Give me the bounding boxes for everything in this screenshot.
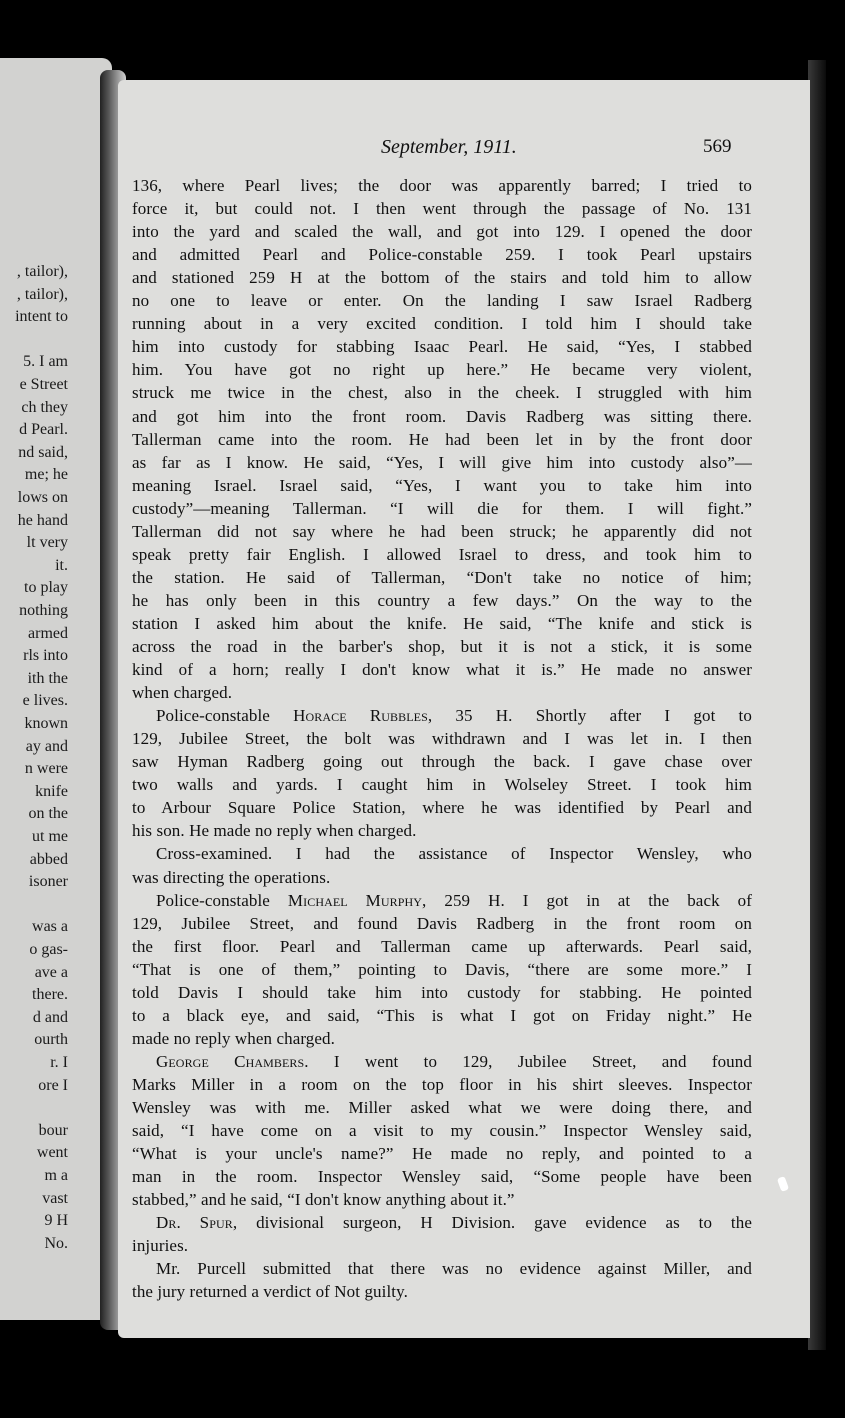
text-line: was directing the operations. (132, 867, 331, 887)
left-page-fragment: to play (24, 579, 68, 597)
left-page-fragment: armed (28, 624, 68, 642)
left-page-fragment: m a (44, 1167, 68, 1184)
line-text: divisional surgeon, H Division. gave evidence as to the (256, 1213, 752, 1233)
left-page-fragment: ut me (32, 828, 68, 845)
text-line: across the road in the barber's shop, but it is not a stick, it is some (132, 637, 752, 656)
left-page-fragment: nothing (19, 602, 68, 619)
line-text: 259 H. I got in at the back of (444, 890, 752, 910)
left-page-fragment: ay and (25, 737, 68, 755)
speaker-prefix: Police-constable (156, 706, 270, 726)
text-line (156, 1213, 752, 1233)
speaker-name: Dr. Spur, (156, 1213, 238, 1233)
left-page-fragment: 9 H (44, 1212, 68, 1230)
text-line: and stationed 259 H at the bottom of the stairs and told him to allow (132, 268, 752, 288)
text-line: running about in a very excited condition. I told him I should take (132, 314, 752, 334)
left-page-fragment: isoner (28, 873, 68, 891)
left-page-fragment: nd said, (18, 443, 68, 461)
text-line: kind of a horn; really I don't know what it is.” He made no answer (132, 660, 752, 680)
text-line: Cross-examined. I had the assistance of Inspector Wensley, who (156, 844, 752, 864)
text-line: 129, Jubilee Street, and found Davis Radberg in the front room on (132, 913, 752, 933)
left-page-fragment: 5. I am (23, 353, 68, 371)
text-line (156, 1052, 752, 1072)
left-page-fragment: it. (55, 556, 68, 574)
left-page-fragment: , tailor), (16, 263, 68, 280)
text-line: stabbed,” and he said, “I don't know anything about it.” (132, 1190, 515, 1210)
left-page-fragment: was a (32, 918, 68, 936)
line-text: 35 H. Shortly after I got to (455, 706, 752, 726)
text-line: to a black eye, and said, “This is what I got on Friday night.” He (132, 1005, 752, 1025)
left-page-fragment: on the (28, 805, 68, 823)
left-page-fragment: lt very (26, 534, 68, 552)
text-line: injuries. (132, 1236, 189, 1256)
text-line: into the yard and scaled the wall, and got into 129. I opened the door (132, 222, 752, 242)
left-page-fragment: he hand (17, 511, 68, 529)
text-line: the jury returned a verdict of Not guilty. (132, 1282, 408, 1302)
running-head: September, 1911. (381, 136, 517, 158)
speaker-name: Horace Rubbles, (293, 706, 433, 726)
text-line: Wensley was with me. Miller asked what we were doing there, and (132, 1098, 752, 1117)
text-line: when charged. (132, 683, 233, 703)
left-page-fragment: there. (32, 986, 68, 1004)
left-page (0, 58, 112, 1320)
text-line: force it, but could not. I then went through the passage of No. 131 (132, 199, 752, 219)
left-page-fragment: No. (44, 1234, 68, 1252)
text-line: him into custody for stabbing Isaac Pearl. He said, “Yes, I stabbed (132, 337, 752, 357)
left-page-fragment: me; he (24, 466, 68, 484)
text-line: custody”—meaning Tallerman. “I will die for them. I will fight.” (132, 498, 752, 518)
left-page-fragment: bour (38, 1121, 68, 1139)
left-page-fragment: ore I (38, 1076, 68, 1094)
text-line: Mr. Purcell submitted that there was no evidence against Miller, and (156, 1259, 752, 1279)
text-line: and got him into the front room. Davis Radberg was sitting there. (132, 406, 752, 426)
left-page-fragment: o gas- (29, 941, 68, 958)
text-line: Marks Miller in a room on the top floor in his shirt sleeves. Inspector (132, 1074, 752, 1094)
page-number: 569 (703, 136, 732, 157)
text-line: to Arbour Square Police Station, where he was identified by Pearl and (132, 798, 752, 818)
left-page-fragment: known (24, 715, 68, 732)
left-page-fragment: intent to (15, 308, 68, 326)
text-line: “What is your uncle's name?” He made no reply, and pointed to a (132, 1144, 752, 1164)
text-line: two walls and yards. I caught him in Wolseley Street. I took him (132, 775, 752, 795)
speaker-name: Michael Murphy, (287, 890, 427, 910)
speaker-prefix: Police-constable (156, 890, 270, 910)
text-line: Tallerman came into the room. He had been let in by the front door (132, 429, 752, 449)
text-line: saw Hyman Radberg going out through the back. I gave chase over (132, 752, 752, 772)
text-line: the station. He said of Tallerman, “Don't take no notice of him; (132, 567, 752, 587)
text-line: made no reply when charged. (132, 1028, 336, 1048)
text-line: struck me twice in the chest, also in the cheek. I struggled with him (132, 383, 752, 403)
text-line: as far as I know. He said, “Yes, I will give him into custody also”— (132, 452, 752, 472)
text-line (156, 706, 752, 726)
text-line: he has only been in this country a few days.” On the way to the (132, 590, 752, 610)
text-line: his son. He made no reply when charged. (132, 821, 417, 841)
left-page-fragment: ourth (34, 1031, 68, 1049)
left-page-fragment: r. I (50, 1054, 68, 1071)
text-line (156, 891, 752, 911)
text-line: him. You have got no right up here.” He became very violent, (132, 360, 752, 380)
left-page-fragment: ave a (34, 963, 68, 981)
text-line: station I asked him about the knife. He said, “The knife and stick is (132, 613, 752, 633)
left-page-fragment: vast (42, 1189, 68, 1207)
left-page-fragment: n were (24, 760, 68, 778)
text-line: Tallerman did not say where he had been struck; he apparently did not (132, 521, 752, 541)
text-line: and admitted Pearl and Police-constable 259. I took Pearl upstairs (132, 245, 752, 265)
left-page-fragment: ch they (21, 398, 68, 416)
left-page-fragment: d and (32, 1008, 68, 1026)
left-page-fragment: lows on (17, 489, 68, 506)
left-page-fragment: rls into (23, 647, 68, 665)
right-page (118, 80, 810, 1338)
left-page-fragment: , tailor), (16, 285, 68, 303)
left-page-fragment: e Street (19, 376, 68, 393)
left-page-fragment: went (36, 1144, 68, 1162)
left-page-fragment: e lives. (22, 692, 68, 710)
text-line: the first floor. Pearl and Tallerman came up afterwards. Pearl said, (132, 936, 752, 956)
line-text: I went to 129, Jubilee Street, and found (333, 1051, 752, 1071)
text-line: 136, where Pearl lives; the door was apparently barred; I tried to (132, 176, 752, 195)
left-page-fragment: d Pearl. (19, 421, 68, 439)
page-edge-shadow (808, 60, 826, 1350)
left-page-fragment: abbed (29, 850, 68, 868)
left-page-fragment: knife (35, 782, 68, 800)
text-line: man in the room. Inspector Wensley said, “Some people have been (132, 1167, 752, 1187)
text-line: 129, Jubilee Street, the bolt was withdrawn and I was let in. I then (132, 729, 752, 749)
speaker-name: George Chambers. (156, 1051, 309, 1071)
text-line: meaning Israel. Israel said, “Yes, I want you to take him into (132, 475, 752, 495)
text-line: speak pretty fair English. I allowed Israel to dress, and took him to (132, 544, 752, 564)
left-page-fragment: ith the (27, 669, 68, 687)
text-line: told Davis I should take him into custody for stabbing. He pointed (132, 982, 752, 1002)
text-line: said, “I have come on a visit to my cousin.” Inspector Wensley said, (132, 1121, 752, 1141)
text-line: no one to leave or enter. On the landing I saw Israel Radberg (132, 291, 752, 311)
text-line: “That is one of them,” pointing to Davis, “there are some more.” I (132, 959, 752, 979)
